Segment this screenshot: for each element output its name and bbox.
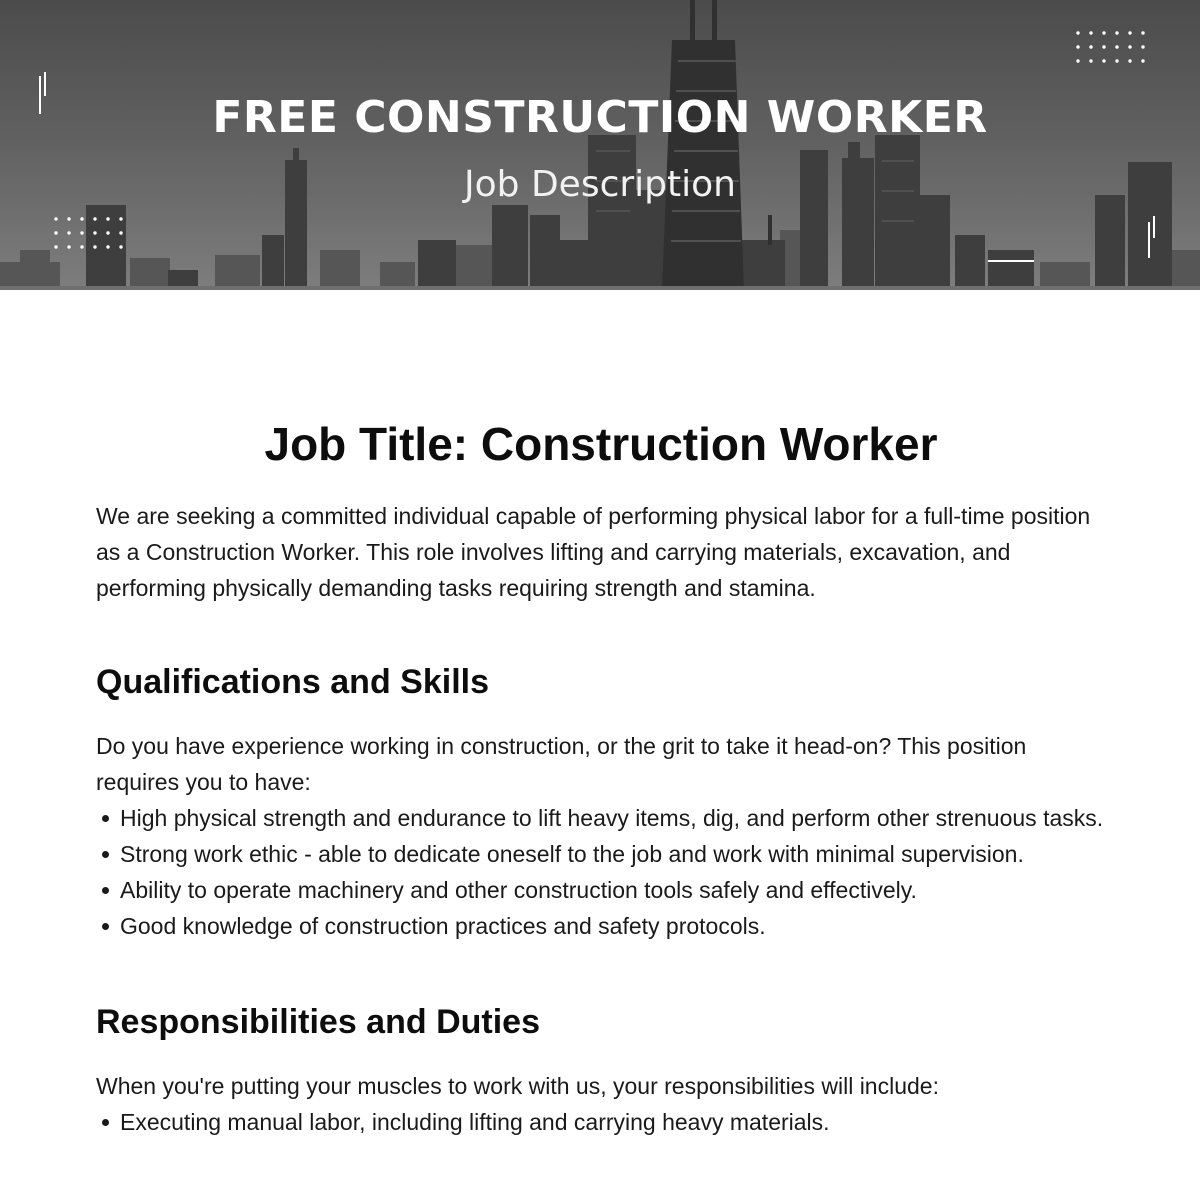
bullet-icon bbox=[102, 1119, 109, 1126]
document-body bbox=[96, 412, 1106, 1140]
dot-grid-decoration bbox=[1072, 28, 1152, 68]
responsibilities-heading: Responsibilities and Duties bbox=[96, 1003, 540, 1041]
bullet-icon bbox=[102, 815, 109, 822]
header-banner bbox=[0, 0, 1200, 290]
dot-grid-decoration bbox=[50, 214, 130, 254]
job-title-heading: Job Title: Construction Worker bbox=[264, 418, 938, 470]
list-item-text: High physical strength and endurance to lift heavy items, dig, and perform other strenuous tasks. bbox=[120, 805, 1104, 831]
list-item bbox=[96, 800, 1106, 836]
list-item bbox=[96, 836, 1106, 872]
responsibilities-list bbox=[96, 1104, 1106, 1140]
vertical-line-decoration bbox=[1148, 222, 1150, 258]
banner-title: FREE CONSTRUCTION WORKER bbox=[212, 92, 988, 143]
qualifications-lead: Do you have experience working in construction, or the grit to take it head-on? This position requires you to have: bbox=[96, 733, 1027, 795]
list-item-text: Ability to operate machinery and other construction tools safely and effectively. bbox=[120, 877, 917, 903]
qualifications-list bbox=[96, 800, 1106, 944]
list-item-text: Good knowledge of construction practices and safety protocols. bbox=[120, 913, 766, 939]
responsibilities-lead: When you're putting your muscles to work with us, your responsibilities will include: bbox=[96, 1073, 939, 1099]
qualifications-heading: Qualifications and Skills bbox=[96, 663, 489, 701]
intro-paragraph: We are seeking a committed individual capable of performing physical labor for a full-time position as a Construction Worker. This role involves lifting and carrying materials, excavation, and performing physically demanding tasks requiring strength and stamina. bbox=[96, 503, 1091, 601]
bullet-icon bbox=[102, 851, 109, 858]
banner-shade bbox=[0, 0, 1200, 290]
list-item-text: Strong work ethic - able to dedicate oneself to the job and work with minimal supervision. bbox=[120, 841, 1024, 867]
list-item bbox=[96, 908, 1106, 944]
bullet-icon bbox=[102, 887, 109, 894]
list-item-text: Executing manual labor, including lifting and carrying heavy materials. bbox=[120, 1109, 830, 1135]
list-item bbox=[96, 872, 1106, 908]
list-item bbox=[96, 1104, 1106, 1140]
vertical-line-decoration bbox=[1153, 216, 1155, 238]
horizontal-line-decoration bbox=[988, 260, 1034, 262]
banner-subtitle: Job Description bbox=[464, 164, 736, 205]
bullet-icon bbox=[102, 923, 109, 930]
